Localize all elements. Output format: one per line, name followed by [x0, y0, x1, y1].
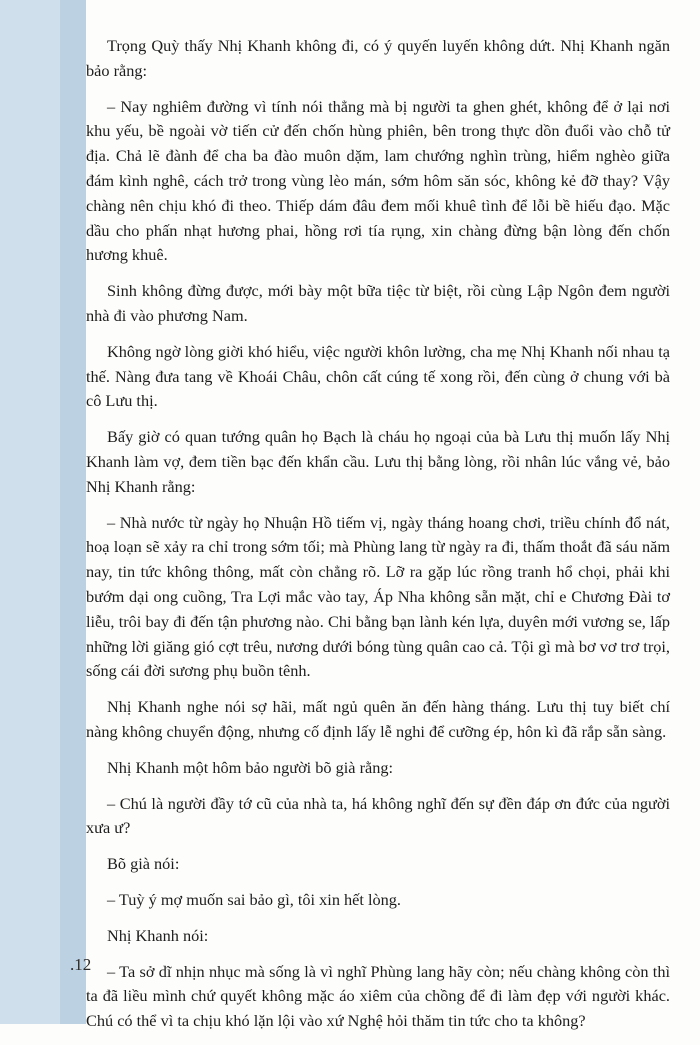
paragraph-13: – Ta sở dĩ nhịn nhục mà sống là vì nghĩ Phùng lang hãy còn; nếu chàng không còn thì ta đã liều mình chứ quyết không mặc áo xiêm của chồng để đi làm đẹp với người khác. Chú có thể vì ta chịu khó lặn lội vào xứ Nghệ hỏi thăm tin tức cho ta không?: [86, 961, 670, 1031]
paragraph-7: Nhị Khanh nghe nói sợ hãi, mất ngủ quên ăn đến hàng tháng. Lưu thị tuy biết chí nàng không chuyển động, nhưng cố định lấy lễ nghi để cưỡng ép, hôn kì đã rắp sẵn sàng.: [86, 697, 670, 741]
page-number: .12: [70, 955, 92, 974]
paragraph-6: – Nhà nước từ ngày họ Nhuận Hồ tiếm vị, ngày tháng hoang chơi, triều chính đổ nát, hoạ loạn sẽ xảy ra chỉ trong sớm tối; mà Phùng lang từ ngày ra đi, thấm thoắt đã sáu năm nay, tin tức không thông, mất còn chẳng rõ. Lỡ ra gặp lúc rồng tranh hổ chọi, phải khi bướm dại ong cuồng, Tra Lợi mắc vào tay, Áp Nha không sẵn mặt, chỉ e Chương Đài tơ liễu, trôi bay đi đến tận phương nào. Chi bằng bạn lành kén lựa, duyên mới vương se, lấp những lời giăng gió cợt trêu, nương dưới bóng tùng quân cao cả. Tội gì mà bơ vơ trơ trọi, sống cái đời sương phụ buồn tênh.: [86, 512, 670, 681]
paragraph-9: – Chú là người đầy tớ cũ của nhà ta, há không nghĩ đến sự đền đáp ơn đức của người xưa ư?: [86, 793, 670, 838]
paragraph-10: Bõ già nói:: [107, 854, 180, 874]
paragraph-1: Trọng Quỳ thấy Nhị Khanh không đi, có ý quyến luyến không dứt. Nhị Khanh ngăn bảo rằng:: [86, 36, 670, 80]
paragraph-11: – Tuỳ ý mợ muốn sai bảo gì, tôi xin hết lòng.: [107, 889, 402, 909]
text-body: [86, 34, 670, 1045]
page-margin-band-shade: [60, 0, 86, 1024]
paragraph-5: Bấy giờ có quan tướng quân họ Bạch là cháu họ ngoại của bà Lưu thị muốn lấy Nhị Khanh làm vợ, đem tiền bạc đến khẩn cầu. Lưu thị bằng lòng, rồi nhân lúc vắng vẻ, bảo Nhị Khanh rằng:: [86, 427, 670, 496]
paragraph-8: Nhị Khanh một hôm bảo người bõ già rằng:: [107, 757, 394, 777]
paragraph-3: Sinh không đừng được, mới bày một bữa tiệc từ biệt, rồi cùng Lập Ngôn đem người nhà đi vào phương Nam.: [86, 281, 670, 325]
paragraph-2: – Nay nghiêm đường vì tính nói thẳng mà bị người ta ghen ghét, không để ở lại nơi khu yếu, bề ngoài vờ tiến cử đến chốn hùng phiên, bên trong thực dồn đuổi vào chỗ tử địa. Chả lẽ đành để cha ba đào muôn dặm, lam chướng nghìn trùng, hiểm nghèo giữa đám kình nghê, cách trở trong vùng lèo mán, sớm hôm săn sóc, không kẻ đỡ thay? Vậy chàng nên chịu khó đi theo. Thiếp dám đâu đem mối khuê tình để lỗi bề hiếu đạo. Mặc dầu cho phấn nhạt hương phai, hồng rơi tía rụng, xin chàng đừng bận lòng đến chốn hương khuê.: [86, 96, 670, 265]
paragraph-12: Nhị Khanh nói:: [107, 925, 209, 945]
paragraph-4: Không ngờ lòng giời khó hiểu, việc người khôn lường, cha mẹ Nhị Khanh nối nhau tạ thế. Nàng đưa tang về Khoái Châu, chôn cất cúng tế xong rồi, đến cùng ở chung với bà cô Lưu thị.: [86, 341, 670, 411]
